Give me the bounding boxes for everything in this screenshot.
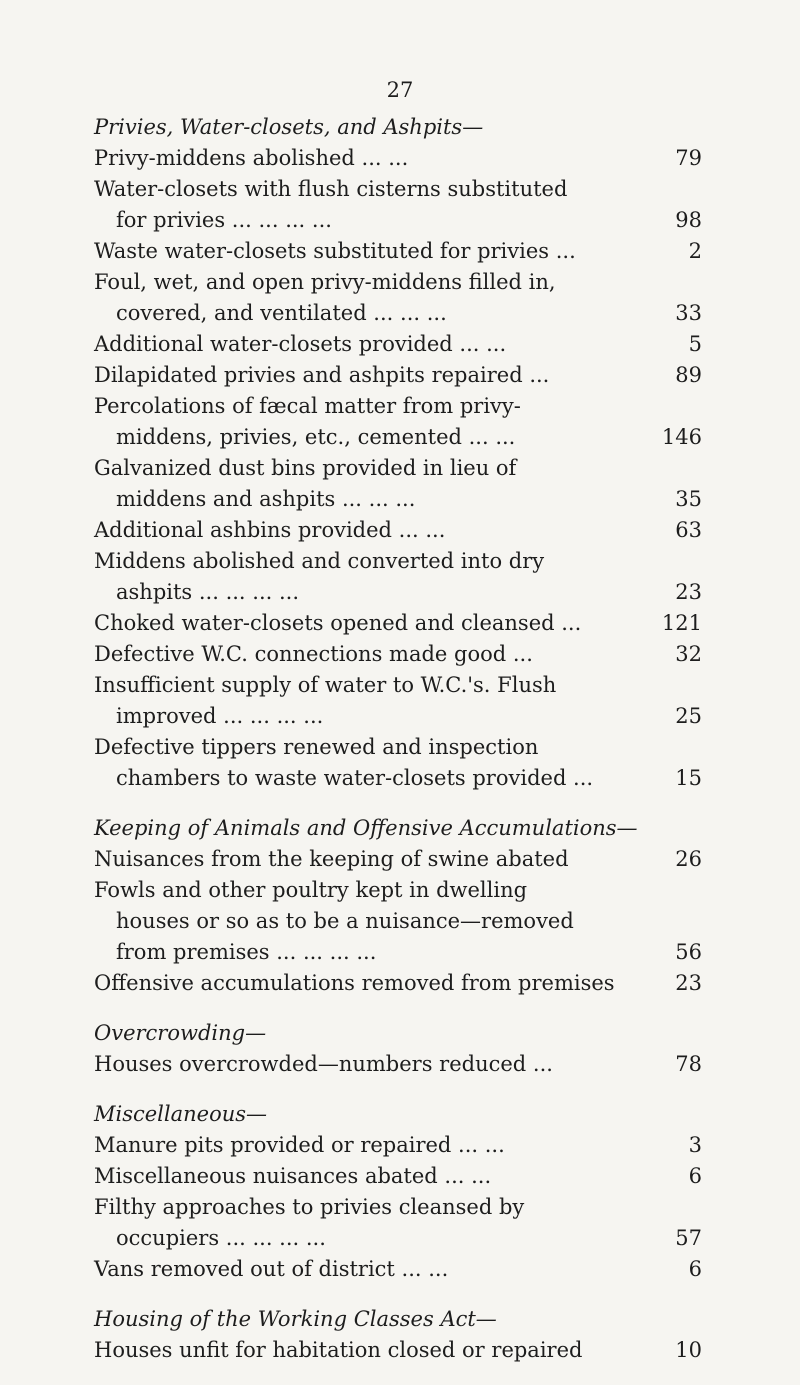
item-line: Dilapidated privies and ashpits repaired ... bbox=[94, 363, 550, 387]
item-line: middens, privies, etc., cemented ... ... bbox=[116, 425, 516, 449]
item-line: occupiers ... ... ... ... bbox=[116, 1226, 326, 1250]
item-description bbox=[94, 1161, 642, 1192]
item-description bbox=[94, 875, 642, 968]
item-line: chambers to waste water-closets provided ... bbox=[116, 766, 594, 790]
section bbox=[94, 1304, 702, 1366]
item-description bbox=[94, 391, 642, 453]
section-heading: Overcrowding— bbox=[94, 1021, 267, 1045]
item-line: covered, and ventilated ... ... ... bbox=[116, 301, 447, 325]
item-count: 10 bbox=[675, 1338, 702, 1362]
section-heading: Keeping of Animals and Offensive Accumulations— bbox=[94, 816, 638, 840]
table-row bbox=[94, 174, 702, 236]
table-row bbox=[94, 608, 702, 639]
table-row bbox=[94, 360, 702, 391]
item-description bbox=[94, 1335, 642, 1366]
item-line: Houses overcrowded—numbers reduced ... bbox=[94, 1052, 553, 1076]
item-description bbox=[94, 236, 642, 267]
item-line: Waste water-closets substituted for privies ... bbox=[94, 239, 576, 263]
item-description bbox=[94, 515, 642, 546]
item-count: 6 bbox=[688, 1257, 702, 1281]
item-line: middens and ashpits ... ... ... bbox=[116, 487, 416, 511]
item-line: Galvanized dust bins provided in lieu of bbox=[94, 456, 517, 480]
item-count: 89 bbox=[675, 363, 702, 387]
table-row bbox=[94, 546, 702, 608]
table-row bbox=[94, 143, 702, 174]
item-line: Fowls and other poultry kept in dwelling bbox=[94, 878, 528, 902]
item-description bbox=[94, 732, 642, 794]
item-line: Manure pits provided or repaired ... ... bbox=[94, 1133, 505, 1157]
table-row bbox=[94, 329, 702, 360]
table-row bbox=[94, 515, 702, 546]
item-count: 121 bbox=[661, 611, 702, 635]
item-line: Middens abolished and converted into dry bbox=[94, 549, 545, 573]
item-line: Filthy approaches to privies cleansed by bbox=[94, 1195, 525, 1219]
item-line: Foul, wet, and open privy-middens filled in, bbox=[94, 270, 556, 294]
section bbox=[94, 1099, 702, 1285]
item-description bbox=[94, 670, 642, 732]
item-line: Additional ashbins provided ... ... bbox=[94, 518, 446, 542]
item-count: 33 bbox=[675, 301, 702, 325]
item-count: 98 bbox=[675, 208, 702, 232]
item-description bbox=[94, 968, 642, 999]
item-description bbox=[94, 1130, 642, 1161]
item-description bbox=[94, 608, 642, 639]
section-heading: Privies, Water-closets, and Ashpits— bbox=[94, 115, 484, 139]
table-row bbox=[94, 639, 702, 670]
section bbox=[94, 112, 702, 794]
item-line: ashpits ... ... ... ... bbox=[116, 580, 300, 604]
item-line: Defective W.C. connections made good ... bbox=[94, 642, 533, 666]
table-row bbox=[94, 968, 702, 999]
section bbox=[94, 813, 702, 999]
item-line: Water-closets with flush cisterns substituted bbox=[94, 177, 568, 201]
item-description bbox=[94, 143, 642, 174]
item-line: Percolations of fæcal matter from privy- bbox=[94, 394, 521, 418]
item-description bbox=[94, 1049, 642, 1080]
item-count: 79 bbox=[675, 146, 702, 170]
document-body bbox=[94, 112, 702, 1385]
table-row bbox=[94, 1161, 702, 1192]
section-heading: Miscellaneous— bbox=[94, 1102, 268, 1126]
item-line: Nuisances from the keeping of swine abated bbox=[94, 847, 569, 871]
item-count: 23 bbox=[675, 580, 702, 604]
table-row bbox=[94, 1254, 702, 1285]
item-count: 26 bbox=[675, 847, 702, 871]
section-heading: Housing of the Working Classes Act— bbox=[94, 1307, 497, 1331]
item-description bbox=[94, 174, 642, 236]
item-count: 23 bbox=[675, 971, 702, 995]
item-line: houses or so as to be a nuisance—removed bbox=[116, 909, 574, 933]
item-count: 78 bbox=[675, 1052, 702, 1076]
item-line: improved ... ... ... ... bbox=[116, 704, 324, 728]
item-count: 2 bbox=[688, 239, 702, 263]
item-count: 63 bbox=[675, 518, 702, 542]
item-line: Additional water-closets provided ... ... bbox=[94, 332, 507, 356]
item-count: 57 bbox=[675, 1226, 702, 1250]
item-line: Miscellaneous nuisances abated ... ... bbox=[94, 1164, 492, 1188]
item-description bbox=[94, 1254, 642, 1285]
item-description bbox=[94, 639, 642, 670]
table-row bbox=[94, 875, 702, 968]
item-description bbox=[94, 329, 642, 360]
item-line: Houses unfit for habitation closed or repaired bbox=[94, 1338, 583, 1362]
table-row bbox=[94, 391, 702, 453]
item-description bbox=[94, 844, 642, 875]
item-line: Choked water-closets opened and cleansed ... bbox=[94, 611, 582, 635]
item-description bbox=[94, 360, 642, 391]
item-line: Defective tippers renewed and inspection bbox=[94, 735, 539, 759]
item-count: 35 bbox=[675, 487, 702, 511]
item-count: 56 bbox=[675, 940, 702, 964]
item-count: 3 bbox=[688, 1133, 702, 1157]
item-count: 6 bbox=[688, 1164, 702, 1188]
item-line: from premises ... ... ... ... bbox=[116, 940, 377, 964]
table-row bbox=[94, 1049, 702, 1080]
item-line: Vans removed out of district ... ... bbox=[94, 1257, 449, 1281]
section bbox=[94, 1018, 702, 1080]
table-row bbox=[94, 1192, 702, 1254]
item-line: Privy-middens abolished ... ... bbox=[94, 146, 409, 170]
item-count: 25 bbox=[675, 704, 702, 728]
item-count: 5 bbox=[688, 332, 702, 356]
table-row bbox=[94, 453, 702, 515]
table-row bbox=[94, 670, 702, 732]
item-description bbox=[94, 1192, 642, 1254]
table-row bbox=[94, 1130, 702, 1161]
item-line: Offensive accumulations removed from premises bbox=[94, 971, 615, 995]
table-row bbox=[94, 1335, 702, 1366]
item-count: 146 bbox=[661, 425, 702, 449]
item-line: for privies ... ... ... ... bbox=[116, 208, 332, 232]
page-number: 27 bbox=[386, 78, 414, 102]
item-description bbox=[94, 267, 642, 329]
item-count: 15 bbox=[675, 766, 702, 790]
table-row bbox=[94, 267, 702, 329]
item-description bbox=[94, 546, 642, 608]
table-row bbox=[94, 732, 702, 794]
table-row bbox=[94, 236, 702, 267]
table-row bbox=[94, 844, 702, 875]
item-line: Insufficient supply of water to W.C.'s. Flush bbox=[94, 673, 557, 697]
item-count: 32 bbox=[675, 642, 702, 666]
item-description bbox=[94, 453, 642, 515]
